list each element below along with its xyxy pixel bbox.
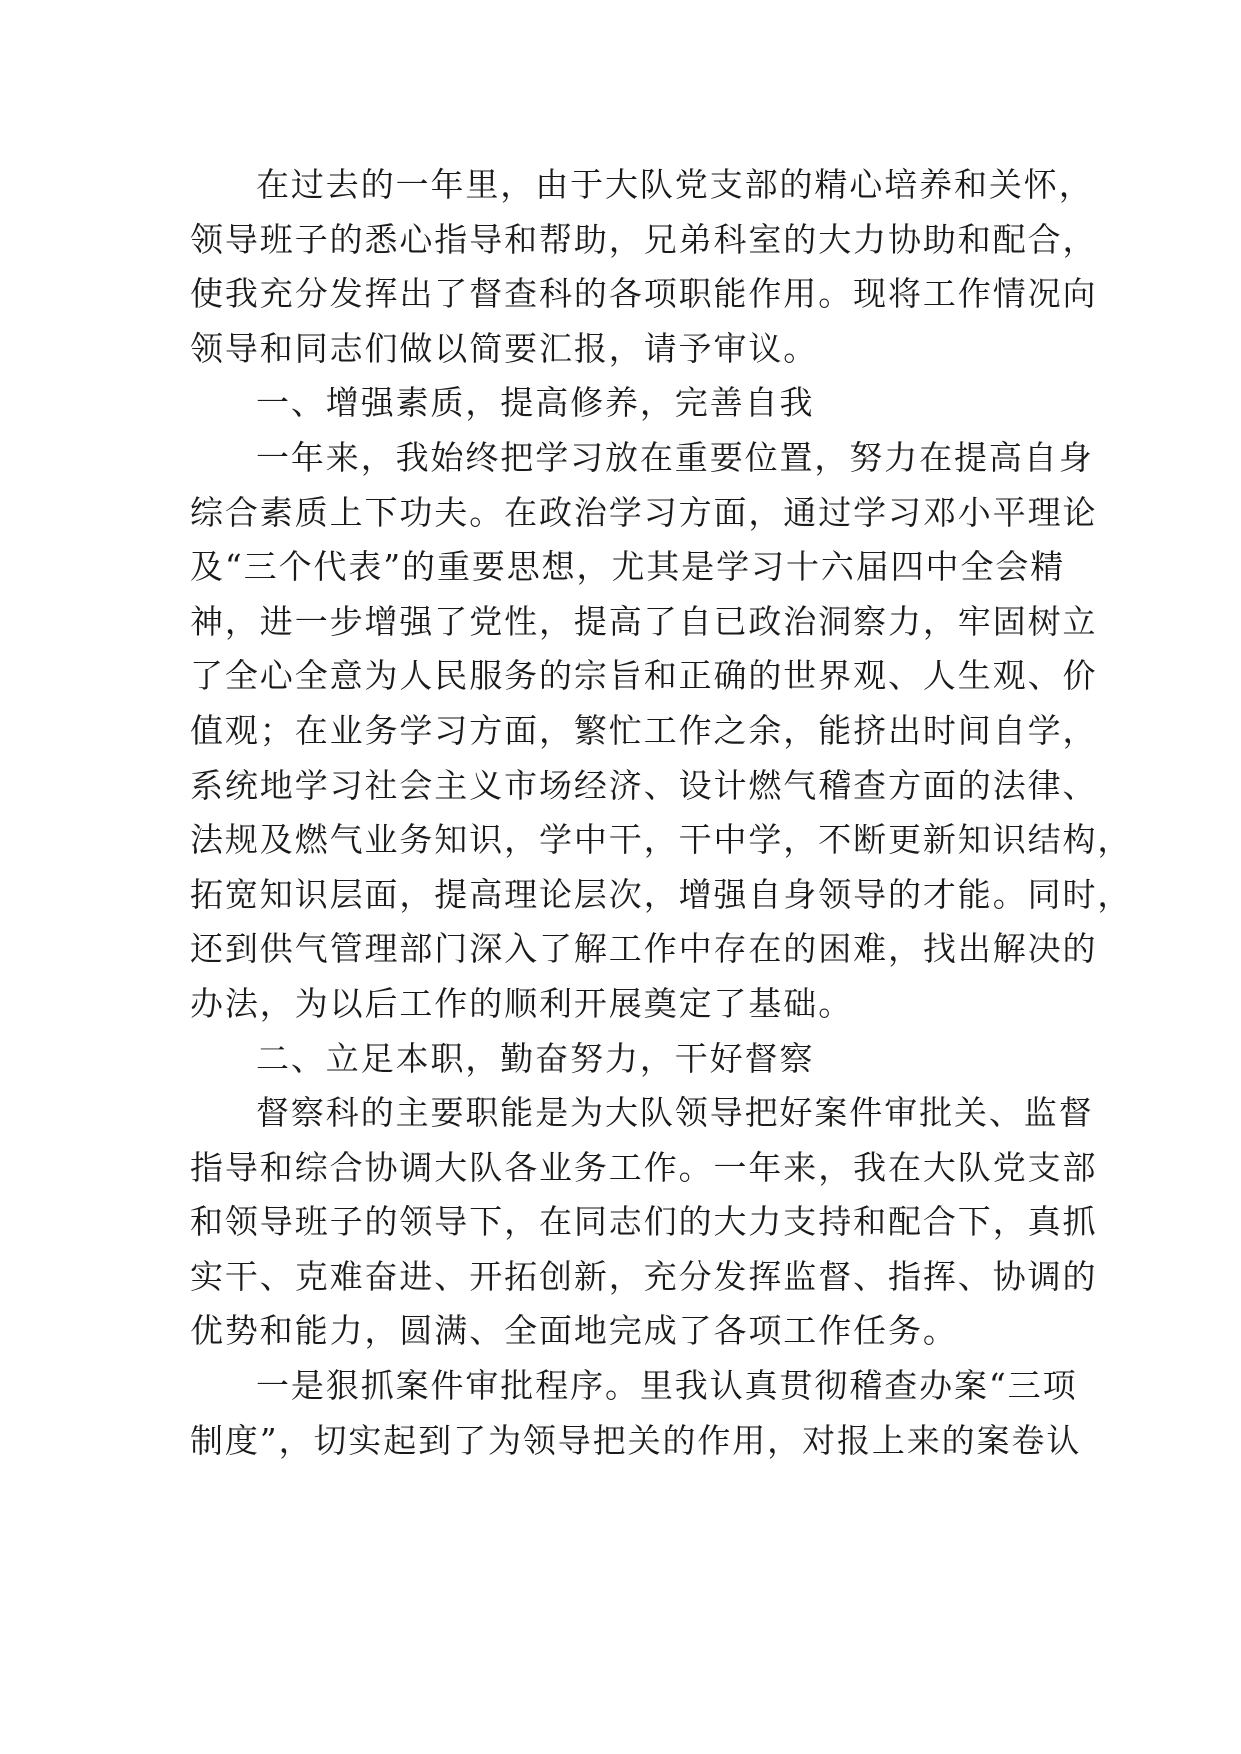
text-line: 在过去的一年里，由于大队党支部的精心培养和关怀， (256, 165, 1094, 204)
text-line: 了全心全意为人民服务的宗旨和正确的世界观、人生观、价 (190, 656, 1098, 696)
text-line: 法规及燃气业务知识，学中干，干中学，不断更新知识结构， (190, 820, 1133, 860)
text-line: 优势和能力，圆满、全面地完成了各项工作任务。 (190, 1311, 958, 1351)
text-line: 及“三个代表”的重要思想，尤其是学习十六届四中全会精 (190, 547, 1066, 587)
text-line: 办法，为以后工作的顺利开展奠定了基础。 (190, 983, 854, 1023)
document-body (190, 158, 1133, 1468)
text-line: 神，进一步增强了党性，提高了自已政治洞察力，牢固树立 (190, 601, 1098, 641)
text-line: 使我充分发挥出了督查科的各项职能作用。现将工作情况向 (190, 274, 1098, 314)
text-line: 值观；在业务学习方面，繁忙工作之余，能挤出时间自学， (190, 710, 1098, 750)
text-line: 一是狠抓案件审批程序。里我认真贯彻稽查办案“三项 (256, 1366, 1078, 1406)
section-heading: 二、立足本职，勤奋努力，干好督察 (256, 1038, 815, 1078)
text-line: 实干、克难奋进、开拓创新，充分发挥监督、指挥、协调的 (190, 1256, 1098, 1296)
text-line: 领导和同志们做以简要汇报，请予审议。 (190, 328, 819, 368)
text-line: 综合素质上下功夫。在政治学习方面，通过学习邓小平理论 (190, 492, 1098, 532)
text-line: 领导班子的悉心指导和帮助，兄弟科室的大力协助和配合， (190, 219, 1098, 259)
text-line: 督察科的主要职能是为大队领导把好案件审批关、监督 (256, 1093, 1094, 1133)
text-line: 还到供气管理部门深入了解工作中存在的困难，找出解决的 (190, 929, 1098, 969)
text-line: 一年来，我始终把学习放在重要位置，努力在提高自身 (256, 437, 1094, 477)
section-heading: 一、增强素质，提高修养，完善自我 (256, 383, 815, 423)
text-line: 拓宽知识层面，提高理论层次，增强自身领导的才能。同时， (190, 874, 1133, 914)
text-line: 制度”，切实起到了为领导把关的作用，对报上来的案卷认 (190, 1420, 1082, 1460)
text-line: 和领导班子的领导下，在同志们的大力支持和配合下，真抓 (190, 1202, 1098, 1242)
text-line: 指导和综合协调大队各业务工作。一年来，我在大队党支部 (190, 1147, 1098, 1187)
text-line: 系统地学习社会主义市场经济、设计燃气稽查方面的法律、 (190, 765, 1098, 805)
